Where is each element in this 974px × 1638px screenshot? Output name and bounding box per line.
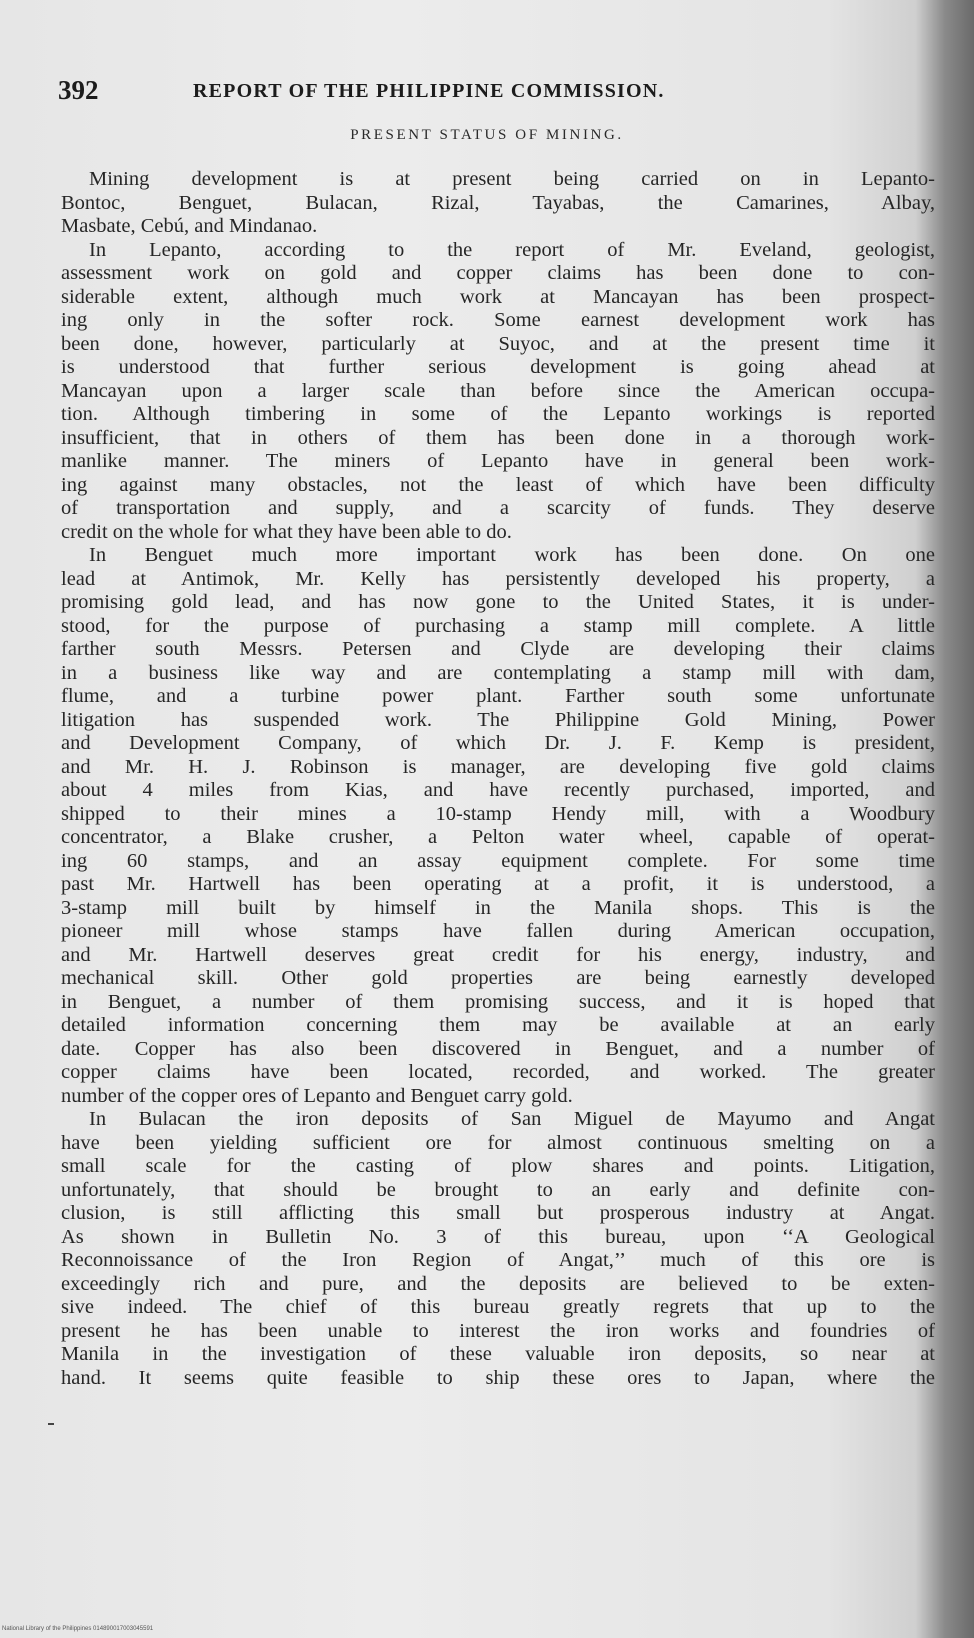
text-line: is understood that further serious development is going ahead at	[61, 356, 935, 378]
text-line: credit on the whole for what they have been able to do.	[61, 520, 512, 543]
text-line: ing 60 stamps, and an assay equipment complete. For some time	[61, 849, 935, 872]
text-line: litigation has suspended work. The Philippine Gold Mining, Power	[61, 708, 935, 731]
text-line: have been yielding sufficient ore for almost continuous smelting on a	[61, 1131, 935, 1154]
text-line: been done, however, particularly at Suyoc, and at the present time it	[61, 332, 935, 355]
text-line: Mining development is at present being carried on in Lepanto-	[89, 168, 935, 190]
text-line: number of the copper ores of Lepanto and Benguet carry gold.	[61, 1084, 573, 1107]
text-line: shipped to their mines a 10-stamp Hendy mill, with a Woodbury	[61, 802, 935, 825]
text-line: 3-stamp mill built by himself in the Manila shops. This is the	[61, 896, 935, 919]
text-line: small scale for the casting of plow shares and points. Litigation,	[61, 1155, 935, 1177]
text-line: mechanical skill. Other gold properties are being earnestly developed	[61, 967, 935, 989]
text-line: farther south Messrs. Petersen and Clyde are developing their claims	[61, 638, 935, 660]
text-line: flume, and a turbine power plant. Farther south some unfortunate	[61, 685, 935, 707]
text-line: about 4 miles from Kias, and have recently purchased, imported, and	[61, 779, 935, 801]
text-line: in Benguet, a number of them promising success, and it is hoped that	[61, 990, 935, 1013]
text-line: past Mr. Hartwell has been operating at a profit, it is understood, a	[61, 873, 935, 895]
text-line: and Mr. Hartwell deserves great credit for his energy, industry, and	[61, 943, 935, 966]
text-line: sive indeed. The chief of this bureau greatly regrets that up to the	[61, 1296, 935, 1318]
text-line: ing against many obstacles, not the least of which have been difficulty	[61, 473, 935, 496]
running-head: REPORT OF THE PHILIPPINE COMMISSION.	[193, 80, 665, 102]
scan-credit: National Library of the Philippines 014890017003045591	[2, 1626, 154, 1632]
text-line: Masbate, Cebú, and Mindanao.	[61, 215, 318, 237]
text-line: and Mr. H. J. Robinson is manager, are developing five gold claims	[61, 755, 935, 778]
text-line: In Benguet much more important work has been done. On one	[89, 544, 935, 566]
text-line: tion. Although timbering in some of the Lepanto workings is reported	[61, 403, 935, 425]
text-line: manlike manner. The miners of Lepanto have in general been work-	[61, 450, 935, 472]
text-line: Mancayan upon a larger scale than before since the American occupa-	[61, 379, 935, 402]
text-line: present he has been unable to interest the iron works and foundries of	[61, 1319, 935, 1342]
text-line: stood, for the purpose of purchasing a stamp mill complete. A little	[61, 614, 935, 637]
text-line: insufficient, that in others of them has been done in a thorough work-	[61, 426, 935, 449]
text-line: pioneer mill whose stamps have fallen during American occupation,	[61, 920, 935, 942]
text-line: assessment work on gold and copper claims has been done to con-	[61, 262, 935, 284]
text-line: In Bulacan the iron deposits of San Miguel de Mayumo and Angat	[89, 1108, 935, 1130]
text-line: Reconnoissance of the Iron Region of Angat,’’ much of this ore is	[61, 1249, 935, 1271]
section-title: PRESENT STATUS OF MINING.	[350, 127, 624, 143]
text-line: detailed information concerning them may be available at an early	[61, 1014, 935, 1036]
text-line: lead at Antimok, Mr. Kelly has persistently developed his property, a	[61, 567, 935, 590]
text-line: promising gold lead, and has now gone to the United States, it is under-	[61, 591, 935, 613]
body-text	[61, 168, 935, 1390]
page-header	[58, 75, 828, 115]
text-line: In Lepanto, according to the report of Mr. Eveland, geologist,	[89, 238, 935, 261]
text-line: of transportation and supply, and a scarcity of funds. They deserve	[61, 497, 935, 519]
text-line: Manila in the investigation of these valuable iron deposits, so near at	[61, 1343, 935, 1365]
text-line: copper claims have been located, recorded, and worked. The greater	[61, 1061, 935, 1083]
text-line: in a business like way and are contemplating a stamp mill with dam,	[61, 661, 935, 684]
text-line: exceedingly rich and pure, and the deposits are believed to be exten-	[61, 1272, 935, 1295]
text-line: ing only in the softer rock. Some earnest development work has	[61, 309, 935, 331]
text-line: concentrator, a Blake crusher, a Pelton water wheel, capable of operat-	[61, 826, 935, 848]
text-line: clusion, is still afflicting this small but prosperous industry at Angat.	[61, 1202, 935, 1224]
margin-mark	[48, 1423, 54, 1425]
text-line: siderable extent, although much work at Mancayan has been prospect-	[61, 285, 935, 308]
text-line: date. Copper has also been discovered in Benguet, and a number of	[61, 1037, 935, 1060]
page-number: 392	[58, 75, 99, 105]
text-line: As shown in Bulletin No. 3 of this bureau, upon ‘‘A Geological	[61, 1225, 935, 1248]
text-line: hand. It seems quite feasible to ship these ores to Japan, where the	[61, 1366, 935, 1389]
text-line: and Development Company, of which Dr. J. F. Kemp is president,	[61, 732, 935, 754]
text-line: Bontoc, Benguet, Bulacan, Rizal, Tayabas, the Camarines, Albay,	[61, 191, 935, 214]
text-line: unfortunately, that should be brought to an early and definite con-	[61, 1178, 935, 1201]
